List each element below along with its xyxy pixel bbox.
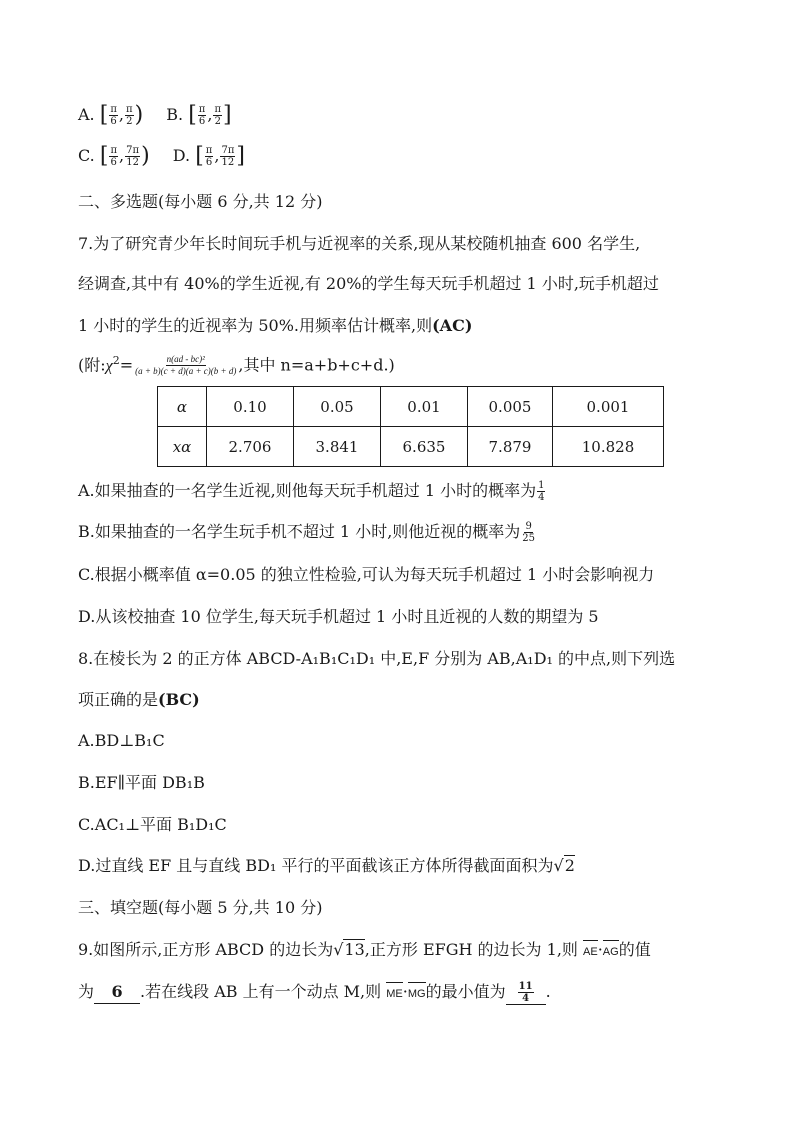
q7-stem-line-2: 经调查,其中有 40%的学生近视,有 20%的学生每天玩手机超过 1 小时,玩手机超过 — [78, 274, 659, 293]
q8-option-c: C.AC₁⊥平面 B₁D₁C — [78, 815, 227, 834]
table-cell: α — [158, 387, 207, 427]
table-row — [158, 427, 664, 467]
q8-stem-line-2: 项正确的是(BC) — [78, 690, 200, 709]
critical-value-table — [157, 386, 664, 467]
q7-stem-line-3: 1 小时的学生的近视率为 50%.用频率估计概率,则(AC) — [78, 316, 473, 335]
table-cell: 0.001 — [553, 387, 664, 427]
section-3-heading: 三、填空题(每小题 5 分,共 10 分) — [78, 898, 323, 917]
table-cell: xα — [158, 427, 207, 467]
q7-option-c: C.根据小概率值 α=0.05 的独立性检验,可认为每天玩手机超过 1 小时会影响视力 — [78, 565, 655, 584]
q9-stem-line-2: 为 6 .若在线段 AB 上有一个动点 M,则 ME·MG的最小值为 $\frac{11}{4}$ . — [78, 981, 551, 1004]
q8-option-a: A.BD⊥B₁C — [78, 731, 165, 750]
q6-option-d: D. [ $\frac{\pi}{6}$ , $\frac{7\pi}{12}$ ] — [172, 143, 245, 169]
q6-options-row-2 — [78, 145, 263, 168]
q6-option-c: C. [ $\frac{\pi}{6}$ , $\frac{7\pi}{12}$ ) — [78, 143, 150, 169]
table-row — [158, 387, 664, 427]
table-cell: 0.005 — [468, 387, 553, 427]
table-cell: 10.828 — [553, 427, 664, 467]
table-cell: 2.706 — [207, 427, 294, 467]
q7-stem-line-1: 7.为了研究青少年长时间玩手机与近视率的关系,现从某校随机抽查 600 名学生, — [78, 234, 641, 253]
table-cell: 0.01 — [381, 387, 468, 427]
q7-answer: (AC) — [432, 316, 473, 335]
q9-stem-line-1: 9.如图所示,正方形 ABCD 的边长为√13,正方形 EFGH 的边长为 1,则 AE·AG的值 — [78, 939, 651, 963]
q8-option-d: D.过直线 EF 且与直线 BD₁ 平行的平面截该正方体所得截面面积为√2 — [78, 856, 575, 875]
q9-answer-blank-2: $\frac{11}{4}$ — [506, 981, 546, 1005]
q9-answer-blank-1: 6 — [94, 981, 140, 1004]
table-cell: 7.879 — [468, 427, 553, 467]
q6-options-row-1 — [78, 104, 250, 127]
q8-option-b: B.EF∥平面 DB₁B — [78, 773, 205, 792]
table-cell: 6.635 — [381, 427, 468, 467]
q7-option-b: B.如果抽查的一名学生玩手机不超过 1 小时,则他近视的概率为 $\frac{9}{25}$ — [78, 521, 536, 544]
table-cell: 0.10 — [207, 387, 294, 427]
q7-option-d: D.从该校抽查 10 位学生,每天玩手机超过 1 小时且近视的人数的期望为 5 — [78, 607, 599, 626]
table-cell: 0.05 — [294, 387, 381, 427]
q7-option-a: A.如果抽查的一名学生近视,则他每天玩手机超过 1 小时的概率为 $\frac{1}{4}$ — [78, 480, 545, 503]
section-2-heading: 二、多选题(每小题 6 分,共 12 分) — [78, 192, 323, 211]
q6-option-a: A. [ $\frac{\pi}{6}$ , $\frac{\pi}{2}$ ) — [78, 102, 144, 128]
q7-note: (附$:\chi^2=$ $\frac{\text{n(ad - bc)²}}{(a + b)(c + d)(a + c)(b + d)}$ ,其中 n=a+b+c+d.) — [78, 354, 395, 377]
q8-stem-line-1: 8.在棱长为 2 的正方体 ABCD-A₁B₁C₁D₁ 中,E,F 分别为 AB,A₁D₁ 的中点,则下列选 — [78, 649, 676, 668]
q6-option-b: B. [ $\frac{\pi}{6}$ , $\frac{\pi}{2}$ ] — [166, 102, 232, 128]
q8-answer: (BC) — [158, 690, 200, 709]
table-cell: 3.841 — [294, 427, 381, 467]
